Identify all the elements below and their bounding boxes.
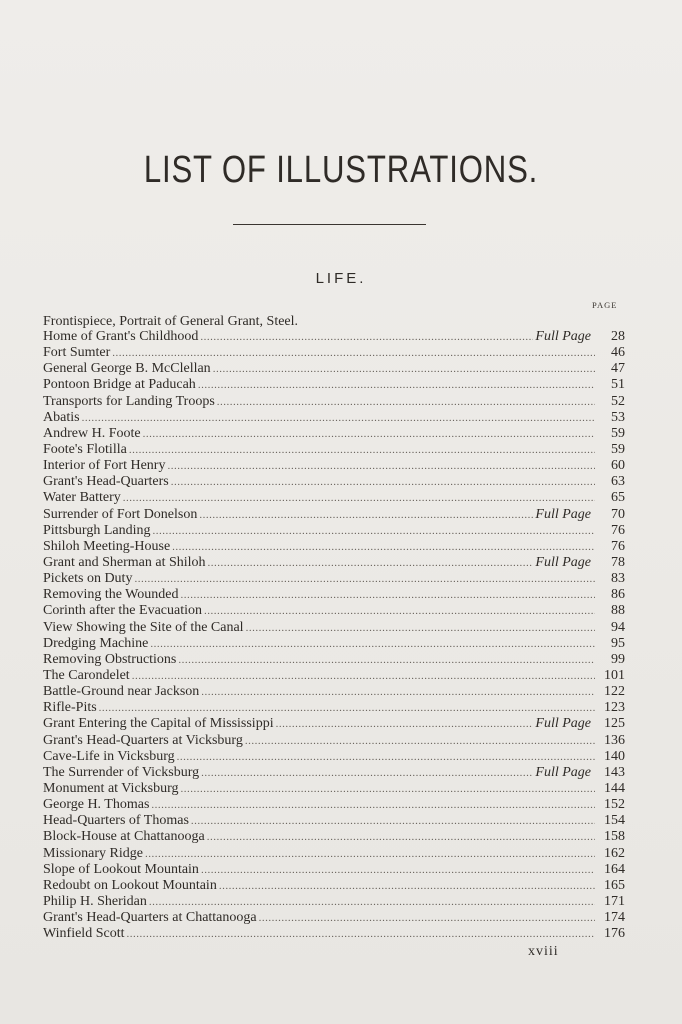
page-ref: 154 (604, 813, 625, 829)
page-ref: 152 (604, 797, 625, 813)
list-item (43, 846, 625, 862)
page-ref: 144 (604, 780, 625, 796)
list-item (43, 394, 625, 410)
illustration-title: Grant's Head-Quarters at Chattanooga (43, 910, 257, 926)
illustration-title: Block-House at Chattanooga (43, 829, 205, 845)
list-item (43, 329, 625, 345)
list-item (43, 668, 625, 684)
illustration-title: Removing the Wounded (43, 587, 179, 603)
list-item (43, 555, 625, 571)
page-ref: 101 (604, 667, 625, 683)
page-ref: 59 (611, 441, 625, 457)
list-item (43, 652, 625, 668)
illustration-title: Surrender of Fort Donelson (43, 506, 198, 522)
list-item (43, 684, 625, 700)
dot-leader (201, 765, 533, 781)
page-title: LIST OF ILLUSTRATIONS. (143, 149, 539, 192)
page-ref: 83 (611, 571, 625, 587)
dot-leader (191, 813, 595, 829)
dot-leader (112, 345, 595, 361)
list-item (43, 733, 625, 749)
page-ref: 60 (611, 458, 625, 474)
list-item (43, 523, 625, 539)
page-column-label: PAGE (592, 300, 618, 310)
dot-leader (143, 426, 595, 442)
page-ref: 63 (611, 474, 625, 490)
list-item (43, 894, 625, 910)
page-ref: 46 (611, 345, 625, 361)
page-ref: 76 (611, 538, 625, 554)
list-item (43, 716, 625, 732)
illustration-title: The Surrender of Vicksburg (43, 764, 200, 780)
page-ref: 99 (611, 651, 625, 667)
page-number: xviii (528, 944, 559, 959)
page-ref: 65 (611, 490, 625, 506)
dot-leader (123, 490, 595, 506)
page-ref: 94 (611, 619, 625, 635)
dot-leader (129, 442, 595, 458)
page-ref: 171 (604, 893, 625, 909)
illustration-title: Grant and Sherman at Shiloh (43, 554, 206, 570)
full-page-note: Full Page (535, 764, 591, 780)
page-ref: 174 (604, 910, 625, 926)
title-divider (233, 224, 426, 225)
dot-leader (134, 571, 595, 587)
dot-leader (217, 394, 595, 410)
page-ref: 158 (604, 829, 625, 845)
page-ref: 125 (604, 716, 625, 732)
list-item (43, 361, 625, 377)
list-item (43, 829, 625, 845)
dot-leader (204, 603, 595, 619)
page-ref: 122 (604, 684, 625, 700)
section-heading: LIFE. (315, 270, 367, 287)
list-item (43, 636, 625, 652)
page-ref: 143 (604, 764, 625, 780)
list-item (43, 813, 625, 829)
illustration-title: Winfield Scott (43, 926, 125, 942)
illustration-title: View Showing the Site of the Canal (43, 619, 244, 635)
page-ref: 76 (611, 522, 625, 538)
dot-leader (259, 910, 595, 926)
dot-leader (199, 507, 533, 523)
illustration-title: Cave-Life in Vicksburg (43, 748, 175, 764)
dot-leader (99, 700, 595, 716)
dot-leader (145, 846, 595, 862)
page-ref: 86 (611, 587, 625, 603)
dot-leader (126, 926, 595, 942)
illustration-title: George H. Thomas (43, 797, 150, 813)
dot-leader (152, 523, 595, 539)
page-ref: 165 (604, 877, 625, 893)
illustration-title: Head-Quarters of Thomas (43, 813, 189, 829)
illustration-title: Pontoon Bridge at Paducah (43, 377, 196, 393)
dot-leader (201, 684, 595, 700)
full-page-note: Full Page (535, 554, 591, 570)
list-item (43, 862, 625, 878)
list-item (43, 765, 625, 781)
illustration-title: Monument at Vicksburg (43, 780, 179, 796)
illustration-title: Home of Grant's Childhood (43, 329, 199, 344)
list-item (43, 490, 625, 506)
illustration-title: Abatis (43, 409, 80, 425)
dot-leader (149, 894, 595, 910)
page-ref: 28 (611, 329, 625, 344)
illustrations-list (43, 329, 625, 942)
illustration-title: Redoubt on Lookout Mountain (43, 877, 217, 893)
full-page-note: Full Page (535, 716, 591, 732)
list-item (43, 442, 625, 458)
illustration-title: Water Battery (43, 490, 121, 506)
dot-leader (151, 797, 595, 813)
list-item (43, 749, 625, 765)
dot-leader (132, 668, 595, 684)
page-ref: 140 (604, 748, 625, 764)
illustration-title: Interior of Fort Henry (43, 458, 166, 474)
dot-leader (167, 458, 595, 474)
dot-leader (171, 474, 595, 490)
illustration-title: Shiloh Meeting-House (43, 538, 171, 554)
page-ref: 70 (611, 506, 625, 522)
illustration-title: Rifle-Pits (43, 700, 97, 716)
page-ref: 136 (604, 732, 625, 748)
illustration-title: General George B. McClellan (43, 361, 211, 377)
illustration-title: Andrew H. Foote (43, 425, 141, 441)
dot-leader (200, 329, 533, 345)
list-item (43, 571, 625, 587)
illustration-title: Pickets on Duty (43, 571, 133, 587)
list-item (43, 539, 625, 555)
illustration-title: Foote's Flotilla (43, 441, 127, 457)
page-ref: 123 (604, 700, 625, 716)
list-item (43, 474, 625, 490)
page-ref: 162 (604, 845, 625, 861)
dot-leader (276, 716, 534, 732)
dot-leader (245, 733, 595, 749)
illustration-title: Grant's Head-Quarters at Vicksburg (43, 732, 243, 748)
illustration-title: Transports for Landing Troops (43, 393, 215, 409)
illustration-title: Pittsburgh Landing (43, 522, 151, 538)
list-item (43, 587, 625, 603)
dot-leader (178, 652, 595, 668)
list-item (43, 603, 625, 619)
page-ref: 95 (611, 635, 625, 651)
dot-leader (172, 539, 595, 555)
page-ref: 51 (611, 377, 625, 393)
dot-leader (198, 377, 595, 393)
list-item (43, 878, 625, 894)
list-item (43, 910, 625, 926)
list-item (43, 410, 625, 426)
illustration-title: The Carondelet (43, 667, 130, 683)
dot-leader (150, 636, 595, 652)
illustration-title: Grant's Head-Quarters (43, 474, 169, 490)
page-ref: 47 (611, 361, 625, 377)
list-item (43, 377, 625, 393)
list-item (43, 700, 625, 716)
illustration-title: Slope of Lookout Mountain (43, 861, 199, 877)
page-ref: 53 (611, 409, 625, 425)
list-item (43, 781, 625, 797)
list-item (43, 797, 625, 813)
dot-leader (201, 862, 595, 878)
full-page-note: Full Page (535, 329, 591, 344)
dot-leader (181, 781, 595, 797)
page-ref: 88 (611, 603, 625, 619)
list-item (43, 426, 625, 442)
illustration-title: Battle-Ground near Jackson (43, 684, 200, 700)
page-ref: 78 (611, 554, 625, 570)
list-item (43, 458, 625, 474)
illustration-title: Missionary Ridge (43, 845, 143, 861)
page-ref: 52 (611, 393, 625, 409)
illustration-title: Removing Obstructions (43, 651, 177, 667)
dot-leader (246, 620, 595, 636)
list-item (43, 620, 625, 636)
page-ref: 176 (604, 926, 625, 942)
dot-leader (213, 361, 595, 377)
dot-leader (177, 749, 595, 765)
dot-leader (208, 555, 534, 571)
list-item (43, 345, 625, 361)
illustration-title: Grant Entering the Capital of Mississippi (43, 716, 274, 732)
page-ref: 59 (611, 425, 625, 441)
dot-leader (82, 410, 595, 426)
dot-leader (219, 878, 595, 894)
illustration-title: Fort Sumter (43, 345, 111, 361)
frontispiece-line: Frontispiece, Portrait of General Grant, Steel. (43, 314, 299, 329)
full-page-note: Full Page (535, 506, 591, 522)
list-item (43, 926, 625, 942)
illustration-title: Corinth after the Evacuation (43, 603, 202, 619)
dot-leader (207, 829, 595, 845)
illustration-title: Philip H. Sheridan (43, 893, 147, 909)
page-ref: 164 (604, 861, 625, 877)
illustration-title: Dredging Machine (43, 635, 149, 651)
dot-leader (181, 587, 596, 603)
list-item (43, 507, 625, 523)
